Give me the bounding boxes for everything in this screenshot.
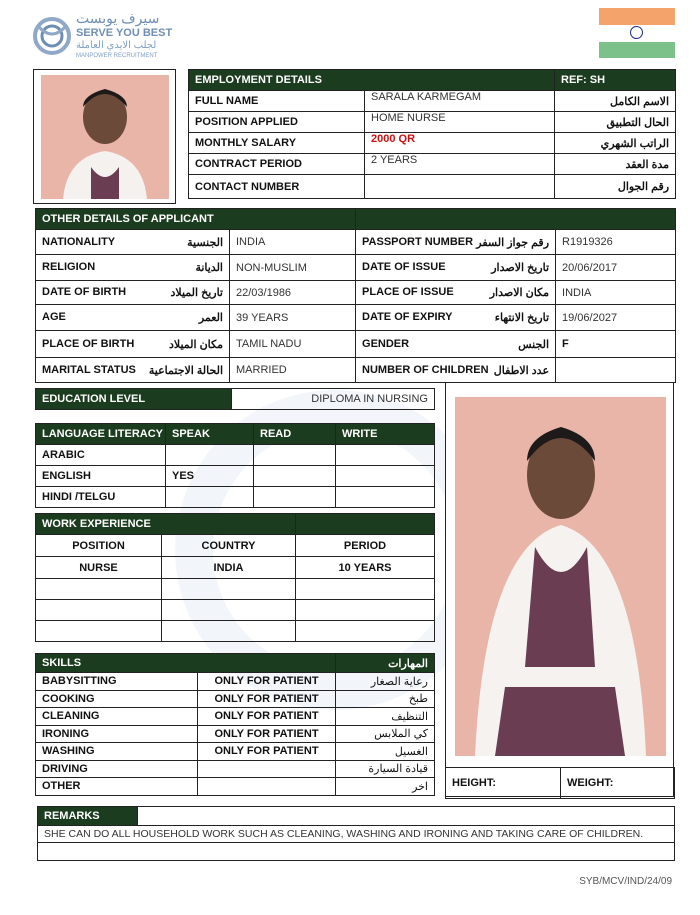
education-level-label: EDUCATION LEVEL (36, 389, 232, 410)
language-literacy-table (35, 423, 435, 508)
date-of-issue-arabic: تاريخ الاصدار (491, 262, 550, 274)
skill-row-cooking: COOKING ONLY FOR PATIENT طبخ (36, 690, 435, 708)
place-of-issue-label: PLACE OF ISSUE مكان الاصدار (356, 281, 556, 305)
height-label: HEIGHT: (446, 768, 561, 799)
contact-number-value (365, 175, 555, 199)
contract-period-label: CONTRACT PERIOD (189, 154, 365, 175)
date-of-birth-arabic: تاريخ الميلاد (170, 287, 223, 299)
contract-period-arabic: مدة العقد (555, 154, 676, 175)
full-name-label: FULL NAME (189, 91, 365, 112)
number-of-children-arabic: عدد الاطفال (493, 364, 550, 377)
passport-number-label: PASSPORT NUMBER رقم جواز السفر (356, 230, 556, 255)
religion-label: RELIGION الديانة (36, 255, 230, 281)
logo-arabic-name: سيرف يوبست (76, 10, 160, 26)
date-of-issue-label: DATE OF ISSUE تاريخ الاصدار (356, 255, 556, 281)
skill-row-driving: DRIVING قيادة السيارة (36, 760, 435, 778)
reference-code: REF: SH (555, 70, 676, 91)
applicant-photo-large (455, 397, 666, 756)
skills-table (35, 653, 435, 796)
skill-row-babysitting: BABYSITTING ONLY FOR PATIENT رعاية الصغار (36, 673, 435, 691)
other-details-header: OTHER DETAILS OF APPLICANT (36, 209, 356, 230)
remarks-table (37, 806, 675, 861)
measurements-table (445, 767, 675, 799)
date-of-expiry-value: 19/06/2027 (556, 305, 676, 331)
work-experience-table (35, 513, 435, 642)
monthly-salary-value: 2000 QR (365, 133, 555, 154)
portrait-silhouette-icon (41, 75, 169, 199)
employment-details-table (188, 69, 676, 199)
logo-english-name: SERVE YOU BEST (76, 27, 173, 39)
gender-value: F (556, 331, 676, 358)
table-row: NURSE INDIA 10 YEARS (36, 557, 435, 579)
monthly-salary-label: MONTHLY SALARY (189, 133, 365, 154)
remarks-text: SHE CAN DO ALL HOUSEHOLD WORK SUCH AS CLEANING, WASHING AND IRONING AND TAKING CARE OF CHILDREN. (38, 826, 675, 843)
skills-header: SKILLS (36, 654, 336, 673)
remarks-header: REMARKS (38, 807, 138, 826)
employment-details-header: EMPLOYMENT DETAILS (189, 70, 555, 91)
portrait-silhouette-icon (455, 397, 666, 756)
gender-label: GENDER الجنس (356, 331, 556, 358)
skill-row-cleaning: CLEANING ONLY FOR PATIENT التنظيف (36, 708, 435, 726)
work-country-header: COUNTRY (162, 535, 296, 557)
gender-arabic: الجنس (518, 338, 550, 351)
nationality-value: INDIA (230, 230, 356, 255)
contract-period-value: 2 YEARS (365, 154, 555, 175)
work-period-header: PERIOD (296, 535, 435, 557)
monthly-salary-arabic: الراتب الشهري (555, 133, 676, 154)
skills-header-arabic: المهارات (336, 654, 435, 673)
age-arabic: العمر (198, 312, 223, 324)
language-row-arabic: ARABIC (36, 445, 435, 466)
full-name-value: SARALA KARMEGAM (365, 91, 555, 112)
work-position-header: POSITION (36, 535, 162, 557)
skill-row-other: OTHER اخر (36, 778, 435, 796)
religion-arabic: الديانة (195, 262, 223, 274)
number-of-children-value (556, 358, 676, 383)
place-of-issue-arabic: مكان الاصدار (489, 287, 550, 299)
india-flag-icon (599, 8, 675, 58)
date-of-expiry-label: DATE OF EXPIRY تاريخ الانتهاء (356, 305, 556, 331)
write-header: WRITE (336, 424, 435, 445)
language-row-english: ENGLISH YES (36, 466, 435, 487)
nationality-label: NATIONALITY الجنسية (36, 230, 230, 255)
skill-row-washing: WASHING ONLY FOR PATIENT الغسيل (36, 743, 435, 761)
age-value: 39 YEARS (230, 305, 356, 331)
language-row-hindi-telgu: HINDI /TELGU (36, 487, 435, 508)
education-level-value: DIPLOMA IN NURSING (232, 389, 435, 410)
marital-status-arabic: الحالة الاجتماعية (148, 364, 223, 377)
company-logo (30, 10, 180, 65)
applicant-photo-large-frame (445, 382, 674, 797)
nationality-arabic: الجنسية (187, 236, 223, 249)
document-code: SYB/MCV/IND/24/09 (579, 876, 672, 887)
table-row (36, 600, 435, 621)
passport-number-arabic: رقم جواز السفر (476, 236, 550, 249)
weight-label: WEIGHT: (561, 768, 675, 799)
language-header: LANGUAGE LITERACY (36, 424, 166, 445)
contact-number-arabic: رقم الجوال (555, 175, 676, 199)
position-applied-value: HOME NURSE (365, 112, 555, 133)
place-of-birth-arabic: مكان الميلاد (168, 338, 223, 351)
other-details-table (35, 208, 676, 383)
speak-header: SPEAK (166, 424, 254, 445)
age-label: AGE العمر (36, 305, 230, 331)
logo-arabic-tagline: لجلب الايدي العاملة (76, 40, 157, 51)
place-of-birth-value: TAMIL NADU (230, 331, 356, 358)
marital-status-label: MARITAL STATUS الحالة الاجتماعية (36, 358, 230, 383)
place-of-birth-label: PLACE OF BIRTH مكان الميلاد (36, 331, 230, 358)
date-of-issue-value: 20/06/2017 (556, 255, 676, 281)
marital-status-value: MARRIED (230, 358, 356, 383)
education-table (35, 388, 435, 410)
logo-mark-icon (30, 12, 74, 60)
table-row (36, 621, 435, 642)
logo-english-tagline: MANPOWER RECRUITMENT (76, 53, 158, 59)
table-row (36, 579, 435, 600)
passport-number-value: R1919326 (556, 230, 676, 255)
other-details-header-right (356, 209, 676, 230)
position-applied-arabic: الحال التطبيق (555, 112, 676, 133)
date-of-birth-label: DATE OF BIRTH تاريخ الميلاد (36, 281, 230, 305)
date-of-expiry-arabic: تاريخ الانتهاء (494, 312, 550, 324)
place-of-issue-value: INDIA (556, 281, 676, 305)
date-of-birth-value: 22/03/1986 (230, 281, 356, 305)
read-header: READ (254, 424, 336, 445)
work-experience-header: WORK EXPERIENCE (36, 514, 296, 535)
position-applied-label: POSITION APPLIED (189, 112, 365, 133)
contact-number-label: CONTACT NUMBER (189, 175, 365, 199)
religion-value: NON-MUSLIM (230, 255, 356, 281)
number-of-children-label: NUMBER OF CHILDREN عدد الاطفال (356, 358, 556, 383)
full-name-arabic: الاسم الكامل (555, 91, 676, 112)
skill-row-ironing: IRONING ONLY FOR PATIENT كي الملابس (36, 725, 435, 743)
applicant-photo-small (33, 69, 176, 204)
